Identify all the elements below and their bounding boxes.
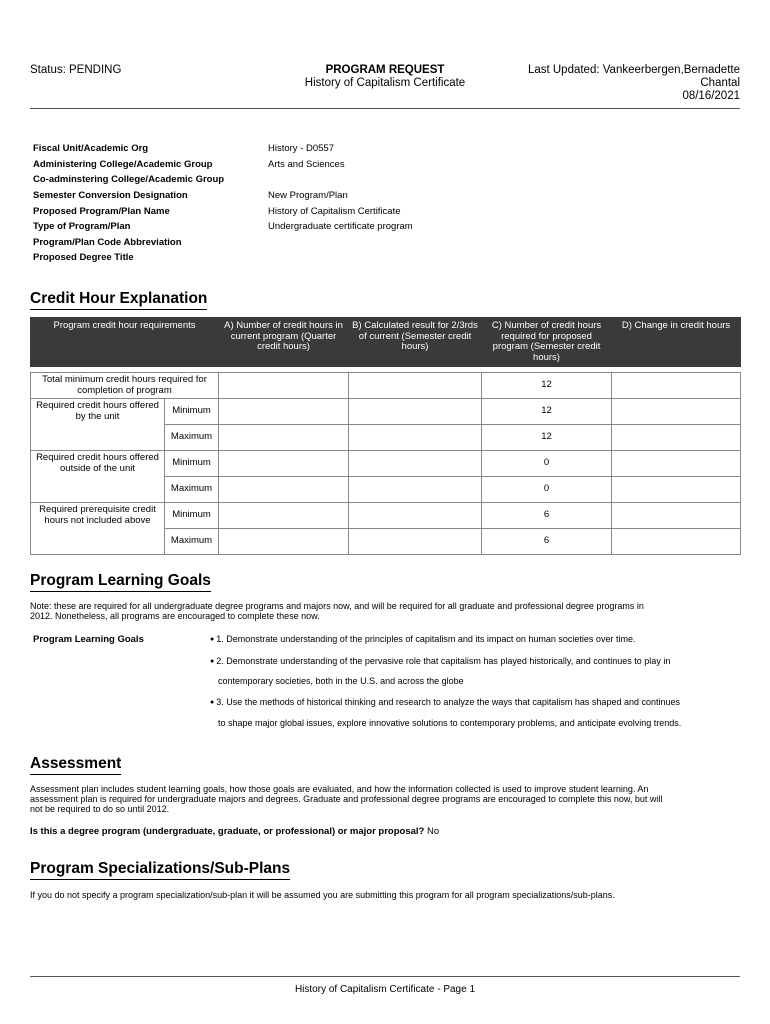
list-item (210, 697, 680, 707)
footer-divider (30, 976, 740, 977)
cell-d (612, 451, 741, 477)
cell-b (349, 477, 482, 503)
degree-question-label: Is this a degree program (undergraduate, graduate, or professional) or major proposal? (30, 826, 425, 837)
degree-question-answer: No (426, 826, 440, 837)
sub-label: Minimum (165, 451, 219, 477)
credit-table-header-row (31, 318, 741, 367)
assessment-text-line1: Assessment plan includes student learning goals, how those goals are evaluated, and how the information collected is used to improve student learning. An (30, 784, 649, 794)
status-text: Status: PENDING (30, 64, 122, 76)
cell-b (349, 503, 482, 529)
last-updated-date: 08/16/2021 (682, 90, 740, 102)
cell-b (349, 451, 482, 477)
info-value-program-type: Undergraduate certificate program (268, 221, 413, 232)
sub-label: Minimum (165, 503, 219, 529)
page-footer: History of Capitalism Certificate - Page 1 (294, 984, 476, 995)
info-value-administering-college: Arts and Sciences (268, 159, 345, 170)
group-label-outside: Required credit hours offered outside of the unit (31, 451, 165, 503)
cell-d (612, 399, 741, 425)
header-col-c: C) Number of credit hours required for proposed program (Semester credit hours) (482, 318, 612, 367)
cell-a (219, 373, 349, 399)
info-label-co-administering: Co-adminstering College/Academic Group (33, 174, 225, 185)
total-min-value: 12 (482, 373, 612, 399)
credit-hour-table (30, 317, 741, 555)
sub-label: Maximum (165, 425, 219, 451)
cell-a (219, 451, 349, 477)
table-row (31, 399, 741, 425)
last-updated-by-cont: Chantal (700, 77, 740, 89)
cell-d (612, 373, 741, 399)
total-min-label: Total minimum credit hours required for completion of program (31, 373, 219, 399)
cell-a (219, 477, 349, 503)
table-row (31, 451, 741, 477)
cell-c-value: 0 (482, 451, 612, 477)
table-row (31, 373, 741, 399)
cell-c-value: 0 (482, 477, 612, 503)
info-label-code-abbreviation: Program/Plan Code Abbreviation (33, 237, 182, 248)
cell-c-value: 12 (482, 399, 612, 425)
assessment-text-line2: assessment plan is required for undergraduate majors and degrees. Graduate and professional degree programs are encouraged to complete this now, but will (30, 794, 663, 804)
cell-a (219, 425, 349, 451)
degree-question (30, 826, 439, 837)
goal-1-text: 1. Demonstrate understanding of the principles of capitalism and its impact on human societies over time. (216, 634, 636, 644)
goals-label: Program Learning Goals (33, 634, 144, 645)
info-value-semester-conversion: New Program/Plan (268, 190, 348, 201)
info-label-administering-college: Administering College/Academic Group (33, 159, 213, 170)
cell-b (349, 373, 482, 399)
goal-2-text-cont: contemporary societies, both in the U.S. and across the globe (218, 676, 464, 686)
group-label-unit: Required credit hours offered by the unit (31, 399, 165, 451)
info-value-plan-name: History of Capitalism Certificate (268, 206, 401, 217)
goal-3-text: 3. Use the methods of historical thinking and research to analyze the ways that capitalism has shaped and continues (216, 697, 681, 707)
cell-c-value: 12 (482, 425, 612, 451)
group-label-prerequisite: Required prerequisite credit hours not included above (31, 503, 165, 555)
header-col-a: A) Number of credit hours in current program (Quarter credit hours) (219, 318, 349, 367)
goal-2-text: 2. Demonstrate understanding of the pervasive role that capitalism has played historically, and continues to play in (216, 656, 671, 666)
cell-c-value: 6 (482, 503, 612, 529)
header-col-d: D) Change in credit hours (612, 318, 741, 367)
info-value-fiscal-unit: History - D0557 (268, 143, 334, 154)
cell-c-value: 6 (482, 529, 612, 555)
program-name-subtitle: History of Capitalism Certificate (304, 77, 466, 89)
cell-b (349, 399, 482, 425)
info-label-program-type: Type of Program/Plan (33, 221, 131, 232)
cell-d (612, 425, 741, 451)
goal-3-text-cont: to shape major global issues, explore innovative solutions to contemporary problems, and anticipate evolving trends. (218, 718, 682, 728)
assessment-section-title: Assessment (30, 755, 121, 775)
specializations-section-title: Program Specializations/Sub-Plans (30, 860, 290, 880)
sub-label: Minimum (165, 399, 219, 425)
doc-type-title: PROGRAM REQUEST (325, 64, 445, 76)
info-label-semester-conversion: Semester Conversion Designation (33, 190, 188, 201)
cell-b (349, 425, 482, 451)
table-row (31, 503, 741, 529)
cell-a (219, 399, 349, 425)
cell-d (612, 529, 741, 555)
credit-hour-section-title: Credit Hour Explanation (30, 290, 207, 310)
bullet-icon: ● (210, 636, 215, 643)
info-label-plan-name: Proposed Program/Plan Name (33, 206, 170, 217)
sub-label: Maximum (165, 477, 219, 503)
cell-d (612, 503, 741, 529)
learning-goals-section-title: Program Learning Goals (30, 572, 211, 592)
cell-d (612, 477, 741, 503)
assessment-text-line3: not be required to do so until 2012. (30, 804, 170, 814)
goals-note-line2: 2012. Nonetheless, all programs are encouraged to complete these now. (30, 611, 320, 621)
sub-label: Maximum (165, 529, 219, 555)
bullet-icon: ● (210, 699, 215, 706)
specializations-text: If you do not specify a program specialization/sub-plan it will be assumed you are submitting this program for all program specializations/sub-plans. (30, 890, 615, 900)
cell-a (219, 529, 349, 555)
cell-a (219, 503, 349, 529)
list-item (210, 656, 670, 666)
list-item (210, 634, 635, 644)
last-updated-by: Last Updated: Vankeerbergen,Bernadette (527, 64, 740, 76)
header-requirements: Program credit hour requirements (31, 318, 219, 367)
info-label-fiscal-unit: Fiscal Unit/Academic Org (33, 143, 149, 154)
info-label-degree-title: Proposed Degree Title (33, 252, 134, 263)
header-divider (30, 108, 740, 109)
goals-note-line1: Note: these are required for all undergraduate degree programs and majors now, and will be required for all graduate and professional degree programs in (30, 601, 644, 611)
cell-b (349, 529, 482, 555)
header-col-b: B) Calculated result for 2/3rds of current (Semester credit hours) (349, 318, 482, 367)
bullet-icon: ● (210, 658, 215, 665)
